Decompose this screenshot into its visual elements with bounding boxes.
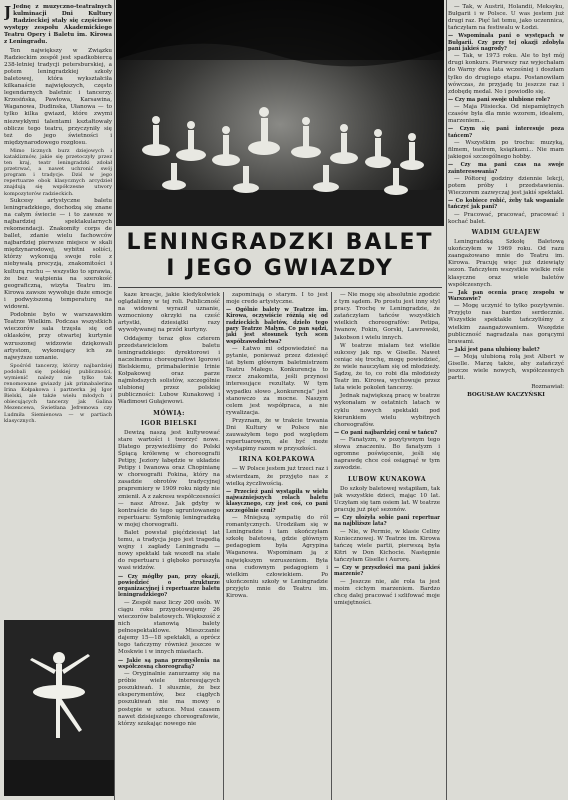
paragraph: — Moją ulubioną rolą jest Albert w Giselle. Marzę także, aby zatańczyć jeszcze wiele nowych, współczesnych partii. — [448, 354, 564, 382]
paragraph: — Tak, w 1973 roku. Ale to był mój drugi konkurs. Pierwszy raz wyjechałam do Warny dwa lata wcześniej i doszłam tylko do drugiego etapu. Postanowiłam wówczas, że przyjadę tu jeszcze raz i zdobędę medal. No i powiodło się. — [448, 53, 564, 95]
paragraph: Do szkoły baletowej wstąpiłam, tak jak wszystkie dzieci, mając 10 lat. Uczyłam się tam osiem lat. W teatrze pracuję już pięć sezonów. — [334, 485, 440, 513]
ballerina-photo — [4, 620, 115, 796]
question: — Czy ułożyła sobie pani repertuar na najbliższe lata? — [334, 515, 440, 528]
byline-name: BOGUSŁAW KACZYŃSKI — [467, 391, 545, 398]
headline-line-2: I JEGO GWIAZDY — [166, 256, 394, 281]
paragraph: Dewizą naszą jest kultywować stare wartości i tworzyć nowe. Dlatego przywieźliśmy do Polski Śpiącą królewnę w choreografii Petipy, Jeziory łabędzie w układzie Petipy i Iwanowa oraz Chopinianę w choreografii Fokina, który na zasadzie obrotów tradycyjnej prapremiery w 1909 roku nigdy nie zmienił. A z zakresu współczesności — nasz Afrosz. Jak gdyby w kontraście do tego ugruntowanego repertuaru: Symfonię leningradzką w mojej choreografii. — [118, 429, 220, 528]
column-rule — [114, 0, 115, 800]
byline-label: Rozmawiał: — [531, 383, 564, 390]
interviewee-name: IRINA KOŁPAKOWA — [239, 456, 315, 464]
question: — Czy ma pani swoje ulubione role? — [448, 96, 550, 103]
paragraph: — Mogę uczynić to tylko pozytywnie. Przyjęto nas bardzo serdecznie. Wszystkie spektakle tańczyliśmy z wielkim zaangażowaniem. Wszędzie publiczność nagradzała nas gorącymi brawami. — [448, 303, 564, 345]
headline-line-1: LENINGRADZKI BALET — [126, 230, 434, 255]
headline-rule — [118, 287, 442, 288]
question: — Jak pan ocenia pracę zespołu w Warszawie? — [448, 289, 564, 302]
column-3 — [226, 292, 328, 798]
paragraph: — Półtorej godziny dziennie lekcji, potem próby i przedstawienia. Wieczorem zazwyczaj jest jakiś spektakl. — [448, 175, 564, 197]
paragraph: Sukcesy artystyczne baletu leningradzkiego, dochodzą się znane na całym świecie — i to zawsze w najbardziej spektakularnych rekomendacji. Znakomity corps de ballet, zdanie wielu fachowców najbardziej pierwsze miejsce w skali międzynarodowej, wybitni soliści, którzy wykonują swoje role z niebywałą precyzją, znakomitości i kulturą ruchu — wszystko to sprawia, że bez wątpienia na szerokość geograficzną, wizyta Teatru im. Kirowa zawsze wywołuje duże emocje i podwyższoną temperaturę na widowni. — [4, 197, 112, 311]
paragraph: Spośród tancerzy, którzy najbardziej podobali się polskiej publiczności, wymienić należy nie tylko tak renomowane gwiazdy jak primabalerina Irina Kołpakowa i partnerka jej Igor Bielski, ale także wielu młodych i obiecujących tancerzy jak Galina Mezencewa, Swietłana Jefremowa czy Ludmiła Siemienowa — w partiach klasycznych. — [4, 362, 112, 424]
column-rule — [223, 292, 224, 800]
paragraph: kaze kreacje, jakie kiedykolwiek oglądaliśmy w tej roli. Publiczność na widowni wyraził uznanie, wzmocniony okrzyki na cześć artystki, dziesiątki razy wywoływanej na przód kurtyny. — [118, 292, 220, 334]
paragraph: — Tak, w Austrii, Holandii, Meksyku, Bułgarii i w Polsce. U was jestem już drugi raz. Pięć lat temu, jako uczennica, tańczyłam na festiwalu w Łodzi. — [448, 4, 564, 32]
paragraph: — Nie, w Permie, w klasie Celiny Kuniecznowej. W Teatrze im. Kirowa tańczę wiele partii, pierwszą była Kitri w Don Kichocie. Następnie tańczyłam Giselle i Aurorę. — [334, 528, 440, 563]
question: — Czy mógłby pan, przy okazji, powiedzieć o strukturze organizacyjnej i repertuarze baletu leningradzkiego? — [118, 573, 220, 599]
interviewee-name: WADIM GUŁAJEW — [471, 228, 541, 236]
question: — Co kobiece robić, żeby tak wspaniale tańczyć jak pani? — [448, 198, 564, 211]
paragraph: — Pracować, pracować, pracować i kochać balet. — [448, 211, 564, 225]
paragraph: — Nie mogę się absolutnie zgodzić z tym sądem. Po prostu jest inny styl pracy. Trochę w Leningradzie, że zatańczyłam tańców wszystkich wielkich choreografów: Petipa, Iwanow, Fokin, Gorski, Lawrowski, Jakobson i wielu innych. — [334, 292, 440, 341]
paragraph: Balet powstał pięćdziesiąt lat temu, a tradycja jego jest tragedią wojny i zagłady Leningradu — nowy spektakl tak wszedł na stałe do repertuaru i głęboko poruszyła wasi widzów. — [118, 530, 220, 572]
paragraph: Przyznam, że w trakcie trwania Dni Kultury w Polsce nie zauważyłem tego pod względem repertuarowym, ale być może wystąpimy razem w przyszłości. — [226, 417, 328, 453]
paragraph: — Mniejszą sympatię do ról romantycznych. Urodziłam się w Leningradzie i tam ukończyłam szkołę baletową, gdzie głównym pedagogiem była Agrypina Waganowa. Wspominam ją z największym wzruszeniem. Była ona cudownym pedagogiem i wielkim człowiekiem. Po ukończeniu szkoły w Leningradzie przyjęto mnie do Teatru im. Kirowa. — [226, 514, 328, 599]
section-title: MÓWIĄ: — [153, 409, 185, 417]
column-1 — [4, 4, 112, 616]
question: — Przecież pani wystąpiła w wielu najważniejszych rolach baletu klasycznego, czy jest coś, co pani szczególnie ceni? — [226, 488, 328, 514]
paragraph: Podobnie było w warszawskim Teatrze Wielkim. Podczas wszystkich wieczorów sala trzęsła się od oklasków, przy otwartej kurtynie wzruszonej widzowie dziękowali artystom, wykonujący ich za najwyższe uznanie. — [4, 312, 112, 361]
column-5 — [448, 4, 564, 798]
paragraph: Ten największy w Związku Radzieckim zespół jest spadkobiercą 238-letniej tradycji petersburskiej, a potem leningradzkiej szkoły baletowej, która wykształciła kilkanaście największych, często legendarnych baletnic i tancerzy. Krzesińska, Pawłowa, Karsawina, Waganowa, Dudinska, Ułanowa — to tylko kilka gwiazd, które zwymi niezwykłymi talentami kształtowały oblicze tego teatru, przyczyniły się też do jego świetności i międzynarodowego rozgłosu. — [4, 47, 112, 146]
question: — Czy w przyszłości ma pani jakieś marzenie? — [334, 565, 440, 578]
interviewee-name: IGOR BIELSKI — [140, 419, 198, 427]
paragraph: — Fanatyzm, w pozytywnym tego słowa znaczeniu. Bo fanatyzm i ogromne poświęcenie, jeśli się naprawdę chce coś osiągnąć w tym zawodzie. — [334, 437, 440, 472]
column-rule — [331, 292, 332, 800]
paragraph: — Zespół nasz liczy 200 osób. W ciągu roku przygotowujemy 26 wieczorów baletowych. Większość z nich stanowią balety pełnospektaklowe. Mieszczanie dajemy 15—18 spektakli, a oprócz tego tańczymy również jeszcze w Moskwie i w innych miastach. — [118, 599, 220, 656]
column-rule — [446, 0, 447, 800]
article-headline — [116, 230, 444, 282]
paragraph: — Oryginalnie zanurzamy się na próbie wiele interesujących poszukiwań. I słusznie, że bez eksperymentów, bez ciągłych poszukiwań nie ma mowy o postępie w sztuce. Musi czasem nawet dzisiejszego choreografowie, którzy szukając nowego nie — [118, 671, 220, 727]
paragraph: — W Polsce jestem już trzeci raz i stwierdzam, że przyjęto nas z wielką życzliwością. — [226, 466, 328, 487]
paragraph: — Maja Plisiecka. Od niepamiętnych czasów była dla mnie wzorem, ideałem, marzeniem... — [448, 104, 564, 125]
lead-paragraph — [4, 4, 112, 47]
lead-text: Jednę z muzyczno-teatralnych kulminacji Dni Kultury Radzieckiej stały się częściowe występy zespołu Akademickiego Teatru Opery i Baletu im. Kirowa z Leningradu. — [4, 4, 112, 46]
paragraph: Mimo licznych burz dziejowych i kataklizmów, jakie się przetoczyły przez ten kraj, teatr leningradzki zdołał przetrwać, a nawet uchronić swój program i tradycje. Dziś w jego repertuarze obok klasycznych arcydzieł znajdują się współczesne utwory kompozytorów radzieckich. — [4, 147, 112, 197]
question: — Jaki jest pana ulubiony balet? — [448, 346, 540, 353]
paragraph: W teatrze miałam też wielkie sukcesy jak np. w Giselle. Nawet ceniąc się trochę, mogę powiedzieć, że wiele nauczyłam się od młodzieży. Sądzę, że to, co robi dla młodzieży Teatr im. Kirowa, wychowuje przez lata wiele pokoleń tancerzy. — [334, 342, 440, 392]
interviewee-name: LUBOW KUNAKOWA — [347, 475, 427, 483]
paragraph: Jednak największą pracę w teatrze wykonałam w ostatnich latach w cyklu nowych spektakli pod kierunkiem wielu wybitnych choreografów. — [334, 393, 440, 428]
ballet-stage-photo — [116, 0, 444, 226]
column-4 — [334, 292, 440, 798]
question: — Ogólnie balety w Teatrze im. Kirowa, oczywiście różnią się od radzieckich baletów, dzieło tego pary Teatrze Małym. Co pan sądzi, jaki jest stosunek tych scen współzawodnictwa? — [226, 307, 328, 345]
paragraph: zapominają o starym. I to jest moje credo artystyczne. — [226, 292, 328, 306]
question: — Jakie są pana przemyślenia na współczesną choreografią? — [118, 657, 220, 670]
question: — Czym się pani interesuje poza tańcem? — [448, 126, 564, 139]
paragraph: — Jeszcze nie, ale rola ta jest moim cichym marzeniem. Bardzo chcę dalej pracować i szlifować moje umiejętności. — [334, 578, 440, 606]
paragraph: Oddajemy teraz głos czterem przedstawicielom baletu leningradzkiego: dyrektorowi i naczelnemu choreografowi Igorowi Bielskiemu, primabalerinie Irinie Kołpakowej oraz parze najmłodszych solistów, szczególnie ulubionej przez polskiej publiczności: Lubow Kunakowej i Wadimowi Gułajewowi. — [118, 335, 220, 406]
paragraph: Leningradzką Szkołę Baletową ukończyłem w 1969 roku. Od razu zaangażowano mnie do Teatru im. Kirowa. Pracuję więc już dziewiąty sezon. Tańczyłem wszystkie wielkie role klasyczne oraz wiele baletów współczesnych. — [448, 239, 564, 288]
paragraph: — Łatwo mi odpowiedzieć na pytanie, ponieważ przez dziesięć lat byłem głównym baletmistrzem Teatru Małego. Konkurencja to rzecz znakomita, jeśli przynosi interesujące rezultaty. W tym wypadku słowo „konkurencja” jest stanowczo za mocne. Naszym celem jest współpraca, a nie rywalizacja. — [226, 345, 328, 416]
drop-cap: J — [4, 4, 12, 21]
question: — Co pani najbardziej ceni w tańcu? — [334, 429, 438, 436]
question: — Czy ma pani czas na swoje zainteresowania? — [448, 162, 564, 175]
question: — Wspominała pani o występach w Bułgarii. Czy przy tej okazji zdobyła pani jakieś nagrody? — [448, 33, 564, 52]
column-2 — [118, 292, 220, 798]
paragraph: — Wszystkim po trochu: muzyką, filmem, teatrem, książkami... Nie mam jakiegoś szczególnego hobby. — [448, 140, 564, 161]
